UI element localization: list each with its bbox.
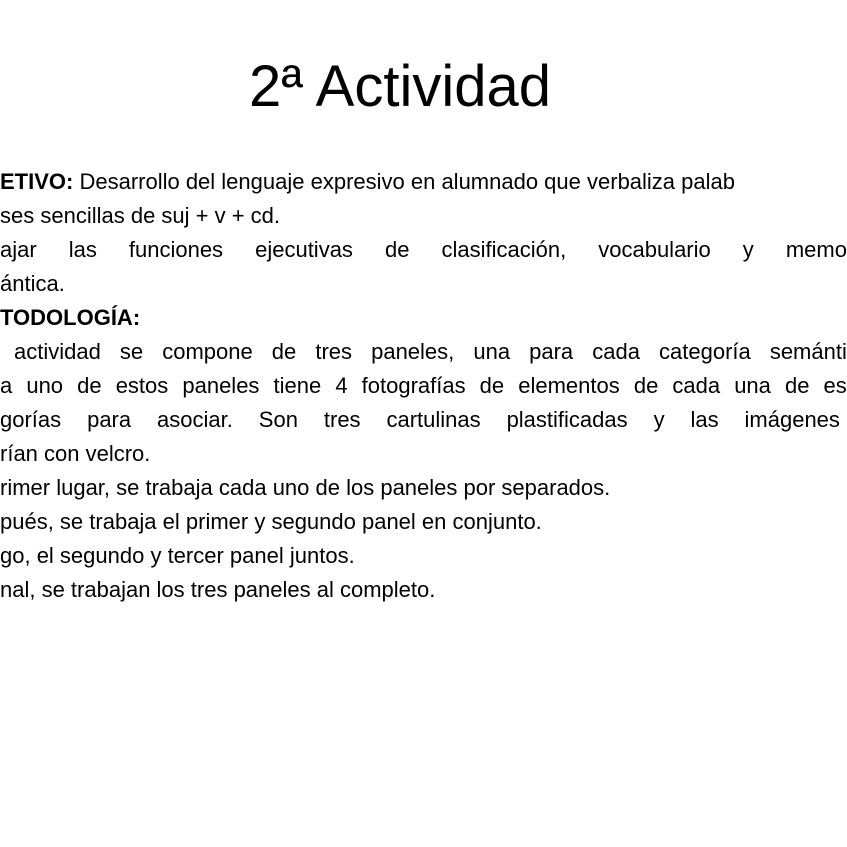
word: asociar. (157, 407, 233, 432)
metodologia-line-3 (0, 406, 840, 434)
word: elementos (518, 373, 620, 398)
word: de (479, 373, 505, 398)
word: tres (323, 407, 361, 432)
metodologia-line-1 (14, 338, 847, 366)
word: categoría (659, 339, 751, 364)
word: se (119, 339, 144, 364)
word: es (823, 373, 847, 398)
word: tres (315, 339, 353, 364)
objetivo-text: Desarrollo del lenguaje expresivo en alumnado que verbaliza palab (73, 169, 735, 194)
word: ajar (0, 237, 37, 262)
metodologia-line-7: go, el segundo y tercer panel juntos. (0, 543, 355, 568)
word: funciones (128, 237, 224, 262)
word: paneles (182, 373, 260, 398)
word: las (690, 407, 719, 432)
objetivo-label: ETIVO: (0, 169, 74, 194)
word: tiene (273, 373, 322, 398)
word: para (529, 339, 574, 364)
word: plastificadas (506, 407, 628, 432)
objetivo-line (0, 168, 735, 196)
word: cartulinas (386, 407, 481, 432)
word: uno (26, 373, 64, 398)
metodologia-line-8: nal, se trabajan los tres paneles al completo. (0, 577, 436, 602)
word: y (653, 407, 665, 432)
objetivo-line-2: ses sencillas de suj + v + cd. (0, 203, 281, 228)
word: Son (258, 407, 298, 432)
word: paneles, (371, 339, 455, 364)
word: gorías (0, 407, 62, 432)
word: fotografías (361, 373, 466, 398)
word: cada (672, 373, 721, 398)
word: ejecutivas (255, 237, 353, 262)
metodologia-line-5: rimer lugar, se trabaja cada uno de los paneles por separados. (0, 475, 611, 500)
word: una (473, 339, 511, 364)
word: compone (162, 339, 253, 364)
word: memo (785, 237, 847, 262)
word: estos (115, 373, 169, 398)
objetivo-line-4: ántica. (0, 271, 65, 296)
objetivo-line-3 (0, 236, 847, 264)
word: y (742, 237, 754, 262)
word: para (87, 407, 132, 432)
word: de (384, 237, 410, 262)
metodologia-line-4: rían con velcro. (0, 441, 151, 466)
word: de (784, 373, 810, 398)
word: actividad (14, 339, 101, 364)
word: de (77, 373, 102, 398)
word: las (68, 237, 97, 262)
word: a (0, 373, 13, 398)
metodologia-line-6: pués, se trabaja el primer y segundo panel en conjunto. (0, 509, 542, 534)
word: imágenes (744, 407, 840, 432)
metodologia-line-2 (0, 372, 847, 400)
word: vocabulario (598, 237, 711, 262)
word: cada (592, 339, 640, 364)
word: 4 (335, 373, 348, 398)
word: de (271, 339, 297, 364)
word: una (734, 373, 771, 398)
slide-title: 2ª Actividad (249, 54, 551, 119)
word: de (633, 373, 659, 398)
word: semánti (769, 339, 847, 364)
metodologia-label: TODOLOGÍA: (0, 305, 141, 330)
word: clasificación, (441, 237, 567, 262)
